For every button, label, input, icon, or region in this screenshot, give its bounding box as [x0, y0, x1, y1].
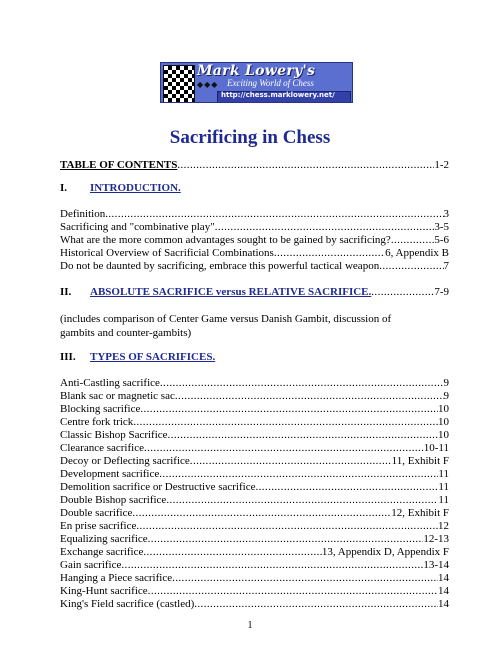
toc-entry-label: Blocking sacrifice — [60, 403, 141, 415]
toc-entry-page: 7 — [443, 260, 449, 272]
toc-entry-label: Anti-Castling sacrifice — [60, 377, 160, 389]
dot-leader — [175, 390, 444, 403]
toc-entry-page: 12 — [438, 520, 449, 532]
toc-entry-page: 12-13 — [423, 533, 449, 545]
section-note: (includes comparison of Center Game versus Danish Gambit, discussion of gambits and counter-gambits) — [60, 313, 392, 339]
toc-entry[interactable] — [60, 572, 449, 585]
toc-entry[interactable] — [60, 520, 449, 533]
toc-entry[interactable] — [60, 416, 449, 429]
toc-entry[interactable] — [60, 468, 449, 481]
section-heading-label — [60, 286, 371, 299]
toc-entry-page: 10-11 — [423, 442, 449, 454]
dot-leader — [143, 546, 322, 559]
toc-entry-label: Sacrificing and "combinative play" — [60, 221, 215, 233]
toc-entry-label: King-Hunt sacrifice — [60, 585, 148, 597]
toc-entry[interactable] — [60, 494, 449, 507]
dot-leader — [140, 403, 438, 416]
toc-entry-page: 3-5 — [434, 221, 449, 233]
toc-entry[interactable] — [60, 442, 449, 455]
dot-leader — [132, 507, 391, 520]
toc-entry-label: Demolition sacrifice or Destructive sacrifice — [60, 481, 256, 493]
toc-entry-page: 6, Appendix B — [385, 247, 449, 259]
toc-entry-page: 14 — [438, 598, 449, 610]
toc-entry-page: 11 — [438, 494, 449, 506]
toc-entry[interactable] — [60, 429, 449, 442]
toc-heading-page: 1-2 — [434, 159, 449, 171]
toc-entry-page: 13, Appendix D, Appendix F — [321, 546, 449, 558]
dot-leader — [121, 559, 423, 572]
toc-entry[interactable] — [60, 585, 449, 598]
toc-entry-label: Do not be daunted by sacrificing, embrace this powerful tactical weapon — [60, 260, 380, 272]
toc-entry-page: 9 — [443, 377, 449, 389]
toc-entry-page: 14 — [438, 585, 449, 597]
toc-entry[interactable] — [60, 377, 449, 390]
dot-leader — [379, 260, 443, 273]
toc-entry[interactable] — [60, 403, 449, 416]
toc-entry-page: 10 — [438, 429, 449, 441]
toc-entry[interactable] — [60, 481, 449, 494]
section-link-introduction[interactable]: INTRODUCTION. — [90, 182, 181, 194]
dot-leader — [166, 494, 438, 507]
toc-entry-label: Equalizing sacrifice — [60, 533, 148, 545]
dot-leader — [105, 208, 443, 221]
toc-entry-label: Historical Overview of Sacrificial Combinations — [60, 247, 274, 259]
toc-entry[interactable] — [60, 546, 449, 559]
toc-entry-page: 11 — [438, 468, 449, 480]
dot-leader — [371, 286, 434, 299]
toc-entry-page: 10 — [438, 403, 449, 415]
toc-entry-label: What are the more common advantages sought to be gained by sacrificing? — [60, 234, 391, 246]
toc-entry[interactable] — [60, 598, 449, 611]
section-page: 7-9 — [434, 286, 449, 298]
dot-leader — [148, 585, 438, 598]
dot-leader — [194, 598, 438, 611]
dot-leader — [136, 520, 438, 533]
dot-leader — [177, 159, 434, 172]
toc-entry-page: 3 — [443, 208, 449, 220]
dot-leader — [159, 468, 438, 481]
toc-entry-label: Double Bishop sacrifice — [60, 494, 167, 506]
dot-leader — [144, 442, 424, 455]
dot-leader — [160, 377, 444, 390]
toc-entry-label: Centre fork trick — [60, 416, 134, 428]
toc-heading-label: TABLE OF CONTENTS — [60, 159, 178, 171]
toc-entry[interactable] — [60, 559, 449, 572]
toc-entry-label: Blank sac or magnetic sac — [60, 390, 175, 402]
toc-entry[interactable] — [60, 455, 449, 468]
banner-diamonds: ◆◆◆ — [197, 80, 219, 89]
section-heading-3 — [60, 351, 215, 363]
banner-url[interactable]: http://chess.marklowery.net/ — [221, 91, 335, 99]
banner-tagline: Exciting World of Chess — [227, 78, 314, 88]
toc-entry-page: 13-14 — [423, 559, 449, 571]
toc-entry-label: Hanging a Piece sacrifice — [60, 572, 173, 584]
toc-entry-label: Decoy or Deflecting sacrifice — [60, 455, 190, 467]
page-number: 1 — [247, 620, 253, 631]
section-number: II. — [60, 286, 72, 298]
dot-leader — [172, 572, 438, 585]
dot-leader — [274, 247, 385, 260]
toc-entry[interactable] — [60, 221, 449, 234]
toc-entry-label: Definition — [60, 208, 106, 220]
dot-leader — [168, 429, 438, 442]
dot-leader — [148, 533, 424, 546]
toc-entry-page: 14 — [438, 572, 449, 584]
toc-heading — [60, 159, 449, 172]
toc-entry-page: 9 — [443, 390, 449, 402]
toc-entry-page: 5-6 — [434, 234, 449, 246]
toc-entry-label: En prise sacrifice — [60, 520, 137, 532]
site-banner-logo[interactable] — [160, 62, 353, 103]
section-number: I. — [60, 182, 68, 194]
banner-name: Mark Lowery's — [197, 63, 316, 79]
dot-leader — [190, 455, 392, 468]
toc-entry-label: Clearance sacrifice — [60, 442, 144, 454]
toc-entry-page: 12, Exhibit F — [391, 507, 449, 519]
section-heading-1 — [60, 182, 181, 194]
document-title: Sacrificing in Chess — [169, 127, 331, 148]
toc-entry[interactable] — [60, 247, 449, 260]
dot-leader — [133, 416, 438, 429]
toc-entry[interactable] — [60, 260, 449, 273]
section-number: III. — [60, 351, 76, 363]
toc-entry-label: Gain sacrifice — [60, 559, 122, 571]
dot-leader — [215, 221, 435, 234]
toc-entry-page: 11, Exhibit F — [391, 455, 449, 467]
toc-entry-label: Double sacrifice — [60, 507, 133, 519]
section-link-absolute-vs-relative[interactable]: ABSOLUTE SACRIFICE versus RELATIVE SACRIFICE. — [90, 286, 372, 298]
toc-entry[interactable] — [60, 234, 449, 247]
section-link-types-of-sacrifices[interactable]: TYPES OF SACRIFICES. — [90, 351, 216, 363]
toc-entry[interactable] — [60, 507, 449, 520]
dot-leader — [391, 234, 435, 247]
toc-entry-label: Classic Bishop Sacrifice — [60, 429, 168, 441]
toc-entry[interactable] — [60, 208, 449, 221]
dot-leader — [255, 481, 438, 494]
section-heading-2 — [60, 286, 449, 299]
toc-entry-label: Exchange sacrifice — [60, 546, 144, 558]
toc-entry-page: 11 — [438, 481, 449, 493]
toc-entry-page: 10 — [438, 416, 449, 428]
toc-entry[interactable] — [60, 533, 449, 546]
toc-entry-label: King's Field sacrifice (castled) — [60, 598, 195, 610]
toc-entry-label: Development sacrifice — [60, 468, 160, 480]
toc-entry[interactable] — [60, 390, 449, 403]
chessboard-icon — [163, 65, 195, 103]
